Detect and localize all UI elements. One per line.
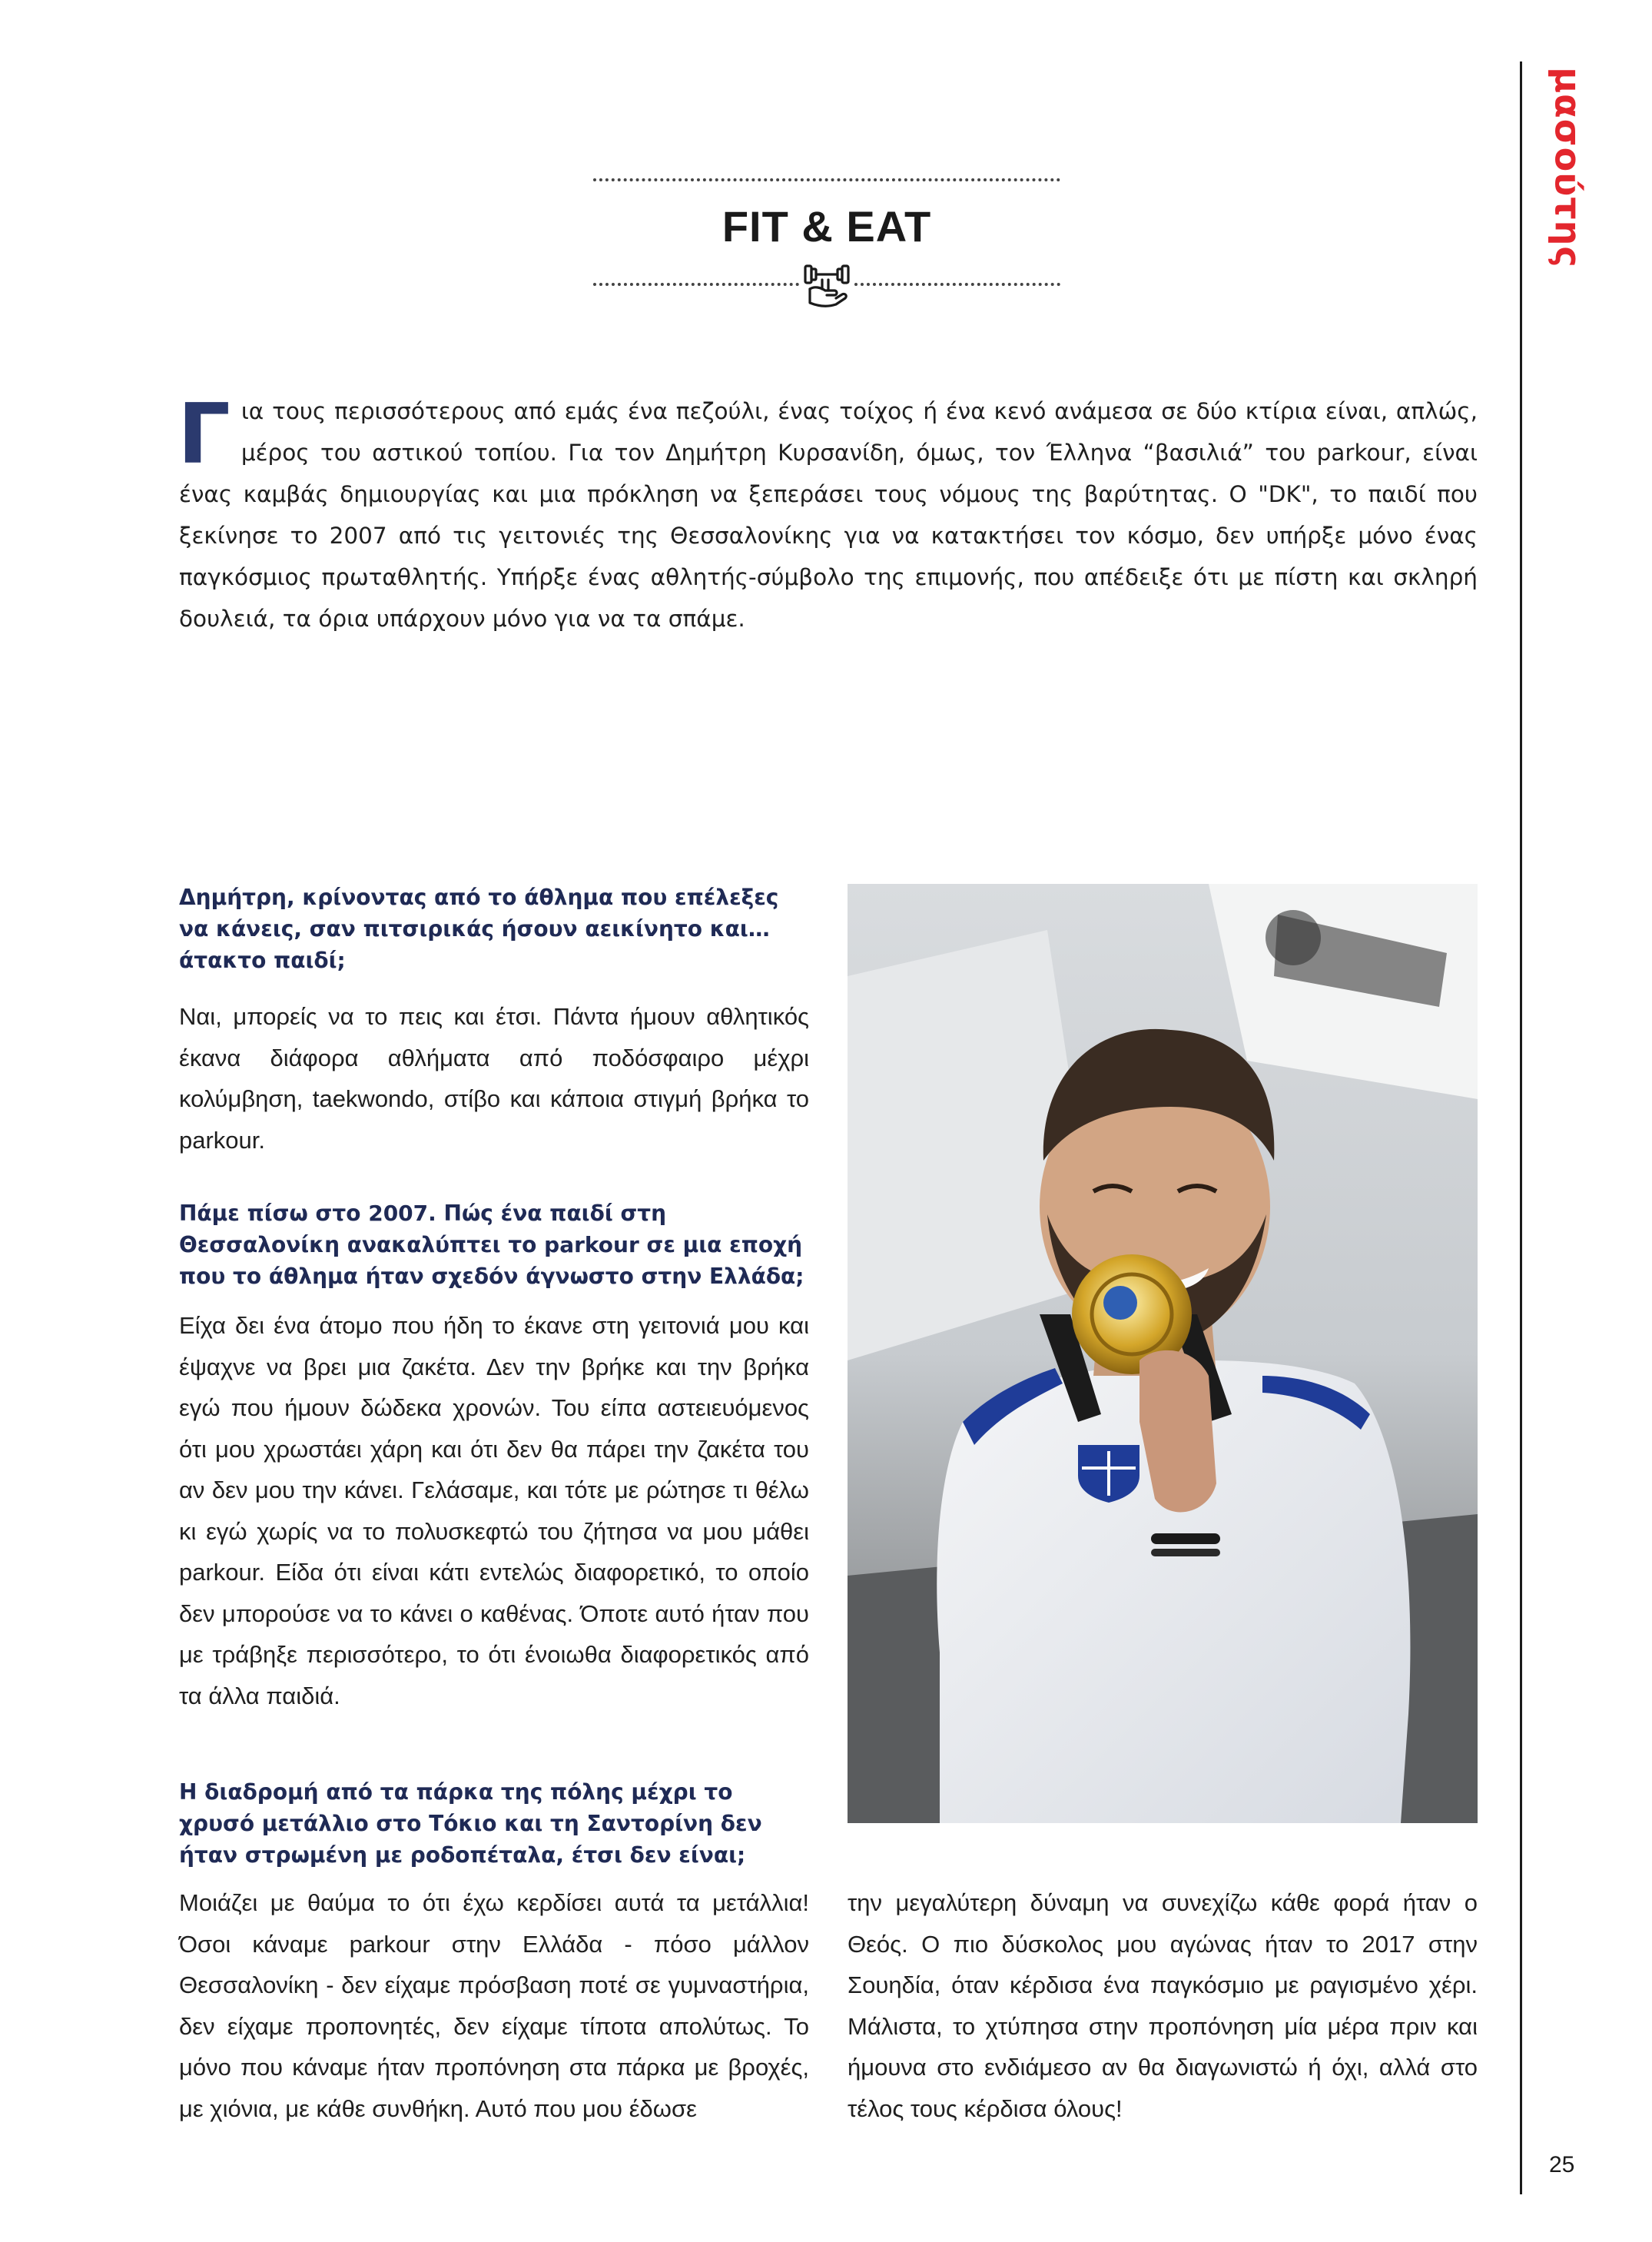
athlete-photo <box>848 884 1478 1823</box>
interview-question-3: Η διαδρομή από τα πάρκα της πόλης μέχρι το χρυσό μετάλλιο στο Τόκιο και τη Σαντορίνη δεν ήταν στρωμένη με ροδοπέταλα, έτσι δεν είναι; <box>179 1779 762 1868</box>
interview-question-1: Δημήτρη, κρίνοντας από το άθλημα που επέλεξες να κάνεις, σαν πιτσιρικάς ήσουν αεικίνητο και… άτακτο παιδί; <box>179 885 779 973</box>
bottom-dotted-divider-left <box>593 283 799 286</box>
brand-logo <box>1544 60 1592 275</box>
intro-text: ια τους περισσότερους από εμάς ένα πεζούλι, ένας τοίχος ή ένα κενό ανάμεσα σε δύο κτίρια είναι, απλώς, μέρος του αστικού τοπίου. Για τον Δημήτρη Κυρσανίδη, όμως, τον Έλληνα “βασιλιά” του parkour, είναι ένας καμβάς δημιουργίας και μια πρόκληση να ξεπεράσει τους νόμους της βαρύτητας. Ο "DK", το παιδί που ξεκίνησε το 2007 από τις γειτονιές της Θεσσαλονίκης για να κατακτήσει τον κόσμο, δεν υπήρξε μόνο ένας παγκόσμιος πρωταθλητής. Υπήρξε ένας αθλητής-σύμβολο της επιμονής, που απέδειξε ότι με πίστη και σκληρή δουλειά, τα όρια υπάρχουν μόνο για να τα σπάμε. <box>179 398 1478 632</box>
intro-paragraph <box>177 387 1478 639</box>
top-dotted-divider <box>593 178 1060 181</box>
interview-answer-3-continued: την μεγαλύτερη δύναμη να συνεχίζω κάθε φορά ήταν ο Θεός. Ο πιο δύσκολος μου αγώνας ήταν το 2017 στην Σουηδία, όταν κέρδισα ένα παγκόσμιο με ραγισμένο χέρι. Μάλιστα, το χτύπησα στην προπόνηση μία μέρα πριν και ήμουνα στο ενδιάμεσο αν θα διαγωνιστώ ή όχι, αλλά στο τέλος τους κέρδισα όλους! <box>848 1889 1478 2122</box>
bottom-dotted-divider-right <box>854 283 1060 286</box>
margin-rule <box>1520 61 1522 2194</box>
section-title: FIT & EAT <box>722 202 932 251</box>
interview-answer-2: Είχα δει ένα άτομο που ήδη το έκανε στη γειτονιά μου και έψαχνε να βρει μια ζακέτα. Δεν την βρήκε και την βρήκα εγώ που ήμουν δώδεκα χρονών. Του είπα αστειευόμενος ότι μου χρωστάει χάρη και ότι δεν θα πάρει την ζακέτα του αν δεν μου την κάνει. Γελάσαμε, και τότε με ρώτησε τι θέλω κι εγώ χωρίς να το πολυσκεφτώ του ζήτησα να μου μάθει parkour. Είδα ότι είναι κάτι εντελώς διαφορετικό, το οποίο δεν μπορούσε να το κάνει ο καθένας. Όποτε αυτό ήταν που με τράβηξε περισσότερο, το ότι ένοιωθα διαφορετικός από τα άλλα παιδιά. <box>179 1312 809 1709</box>
brand-name: μασούτης <box>1548 67 1590 268</box>
dumbbell-hand-icon <box>799 258 854 314</box>
interview-answer-3: Μοιάζει με θαύμα το ότι έχω κερδίσει αυτά τα μετάλλια! Όσοι κάναμε parkour στην Ελλάδα - πόσο μάλλον Θεσσαλονίκη - δεν είχαμε πρόσβαση ποτέ σε γυμναστήρια, δεν είχαμε προπονητές, δεν είχαμε τίποτα απολύτως. Το μόνο που κάναμε ήταν προπόνηση στα πάρκα με βροχές, με χιόνια, με κάθε συνθήκη. Αυτό που μου έδωσε <box>179 1889 809 2122</box>
drop-cap: Γ <box>177 387 231 483</box>
interview-answer-1: Ναι, μπορείς να το πεις και έτσι. Πάντα ήμουν αθλητικός έκανα διάφορα αθλήματα από ποδόσφαιρο μέχρι κολύμβηση, taekwondo, στίβο και κάποια στιγμή βρήκα το parkour. <box>179 1003 809 1154</box>
interview-question-2: Πάμε πίσω στο 2007. Πώς ένα παιδί στη Θεσσαλονίκη ανακαλύπτει το parkour σε μια εποχή που το άθλημα ήταν σχεδόν άγνωστο στην Ελλάδα; <box>179 1201 804 1289</box>
page-number: 25 <box>1549 2152 1575 2177</box>
